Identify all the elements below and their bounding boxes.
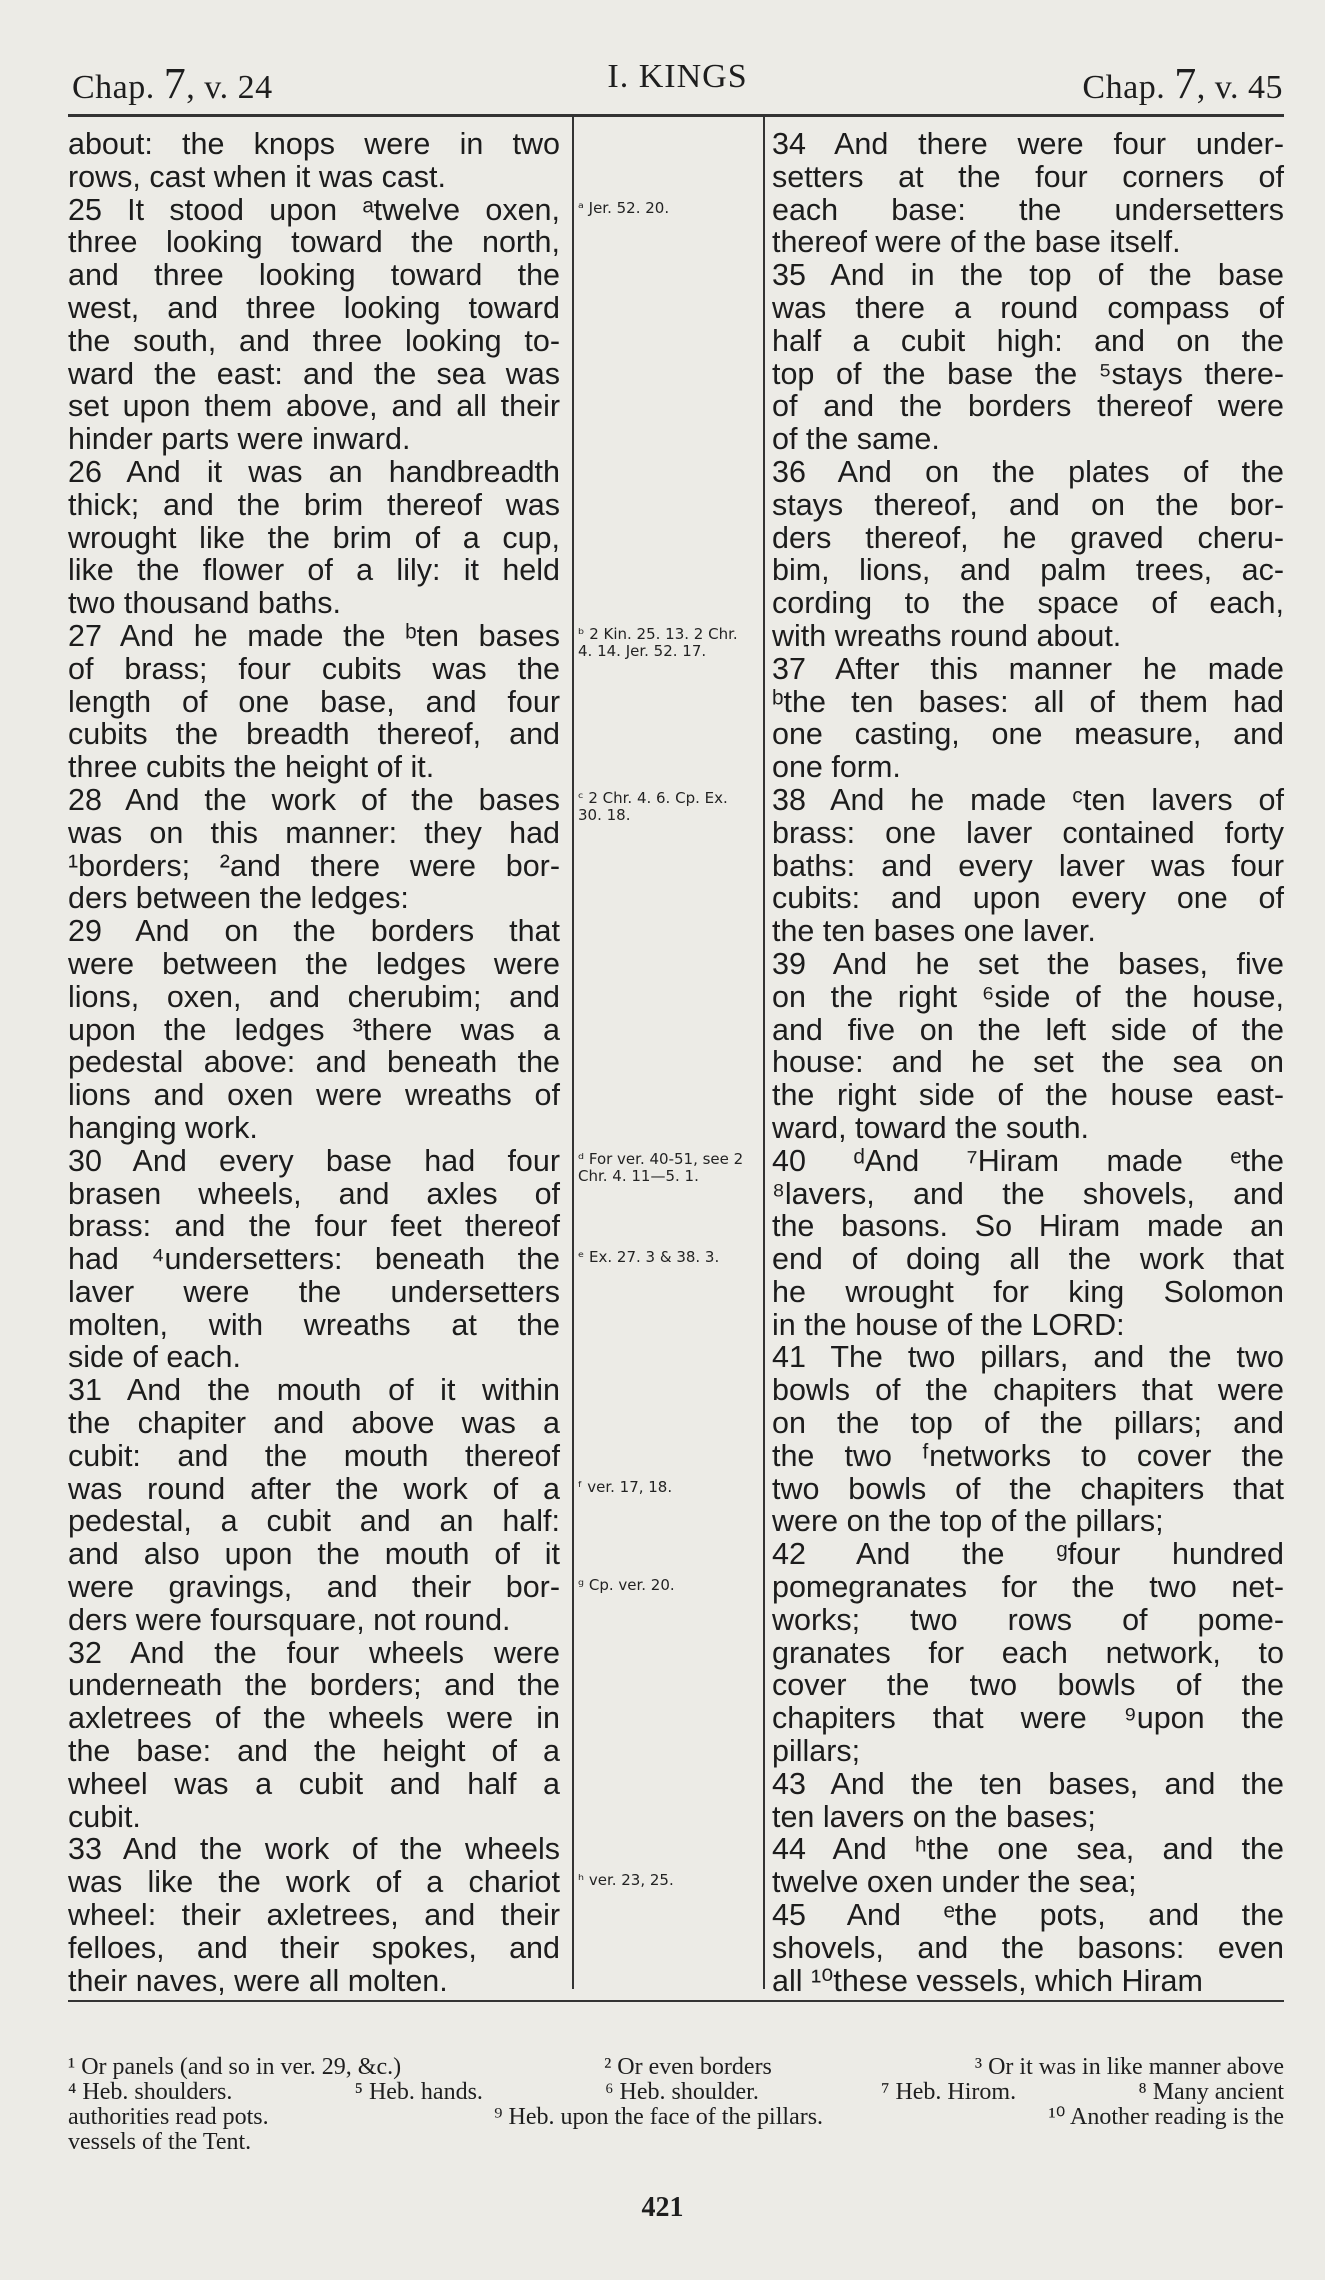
text-line: wrought like the brim of a cup, <box>68 520 560 555</box>
text-line: setters at the four corners of <box>772 159 1284 194</box>
text-line: ten lavers on the bases; <box>772 1799 1096 1834</box>
text-line: 27 And he made the ᵇten bases <box>68 618 560 653</box>
text-line: brass: and the four feet thereof <box>68 1209 560 1244</box>
footnote-rule <box>68 2000 1284 2002</box>
footnote: ⁹ Heb. upon the face of the pillars. <box>494 2104 824 2130</box>
column-rule-left <box>572 117 574 1989</box>
text-line: pillars; <box>772 1734 861 1769</box>
text-line: hanging work. <box>68 1110 258 1145</box>
text-line: axletrees of the wheels were in <box>68 1701 560 1736</box>
text-line: 26 And it was an handbreadth <box>68 454 560 489</box>
text-line: 42 And the ᵍfour hundred <box>772 1537 1284 1572</box>
footnotes <box>68 2055 1284 2155</box>
margin-reference: ᵃ Jer. 52. 20. <box>578 198 670 217</box>
footnote: ⁷ Heb. Hirom. <box>881 2079 1017 2105</box>
footnote: ⁵ Heb. hands. <box>354 2079 483 2105</box>
text-line: cubits: and upon every one of <box>772 881 1284 916</box>
text-line: brass: one laver contained forty <box>772 815 1284 850</box>
footnote-row <box>68 2105 1284 2130</box>
text-line: west, and three looking toward <box>68 290 560 325</box>
text-line: felloes, and their spokes, and <box>68 1930 560 1965</box>
text-line: 35 And in the top of the base <box>772 258 1284 293</box>
text-line: 44 And ʰthe one sea, and the <box>772 1832 1284 1867</box>
text-line: cubit: and the mouth thereof <box>68 1438 560 1473</box>
text-line: the south, and three looking to- <box>68 323 560 358</box>
footnote: ² Or even borders <box>604 2054 772 2080</box>
text-line: set upon them above, and all their <box>68 389 560 424</box>
text-line: he wrought for king Solomon <box>772 1274 1284 1309</box>
text-line: cording to the space of each, <box>772 586 1284 621</box>
book-title: I. KINGS <box>607 58 748 95</box>
margin-reference: ʰ ver. 23, 25. <box>578 1871 674 1890</box>
text-line: top of the base the ⁵stays there- <box>772 356 1284 391</box>
text-line: their naves, were all molten. <box>68 1963 448 1998</box>
footnote: ⁸ Many ancient <box>1138 2079 1284 2105</box>
text-line: like the flower of a lily: it held <box>68 553 560 588</box>
text-line: lions, oxen, and cherubim; and <box>68 979 560 1014</box>
text-line: ward the east: and the sea was <box>68 356 560 391</box>
text-line: were gravings, and their bor- <box>68 1570 560 1605</box>
text-line: was there a round compass of <box>772 290 1284 325</box>
text-line: baths: and every laver was four <box>772 848 1284 883</box>
text-line: had ⁴undersetters: beneath the <box>68 1242 560 1277</box>
margin-reference: ᵍ Cp. ver. 20. <box>578 1576 675 1595</box>
text-line: end of doing all the work that <box>772 1242 1284 1277</box>
footnote: ⁴ Heb. shoulders. <box>68 2079 233 2105</box>
text-line: wheel was a cubit and half a <box>68 1766 560 1801</box>
text-line: ᵇthe ten bases: all of them had <box>772 684 1284 719</box>
text-line: wheel: their axletrees, and their <box>68 1898 560 1933</box>
text-line: all ¹⁰these vessels, which Hiram <box>772 1963 1203 1998</box>
text-line: chapiters that were ⁹upon the <box>772 1701 1284 1736</box>
text-line: bowls of the chapiters that were <box>772 1373 1284 1408</box>
margin-reference: ᵉ Ex. 27. 3 & 38. 3. <box>578 1248 720 1267</box>
text-line: the two ᶠnetworks to cover the <box>772 1438 1284 1473</box>
footnote-row <box>68 2130 1284 2155</box>
text-line: was round after the work of a <box>68 1471 560 1506</box>
text-line: pedestal above: and beneath the <box>68 1045 560 1080</box>
text-line: 29 And on the borders that <box>68 914 560 949</box>
text-line: each base: the undersetters <box>772 192 1284 227</box>
text-line: length of one base, and four <box>68 684 560 719</box>
text-line: twelve oxen under the sea; <box>772 1865 1137 1900</box>
text-line: 33 And the work of the wheels <box>68 1832 560 1867</box>
text-line: and five on the left side of the <box>772 1012 1284 1047</box>
text-line: the right side of the house east- <box>772 1078 1284 1113</box>
text-line: 37 After this manner he made <box>772 651 1284 686</box>
text-line: 25 It stood upon ᵃtwelve oxen, <box>68 192 560 227</box>
text-line: thereof were of the base itself. <box>772 225 1181 260</box>
text-line: 45 And ᵉthe pots, and the <box>772 1898 1284 1933</box>
text-line: the chapiter and above was a <box>68 1406 560 1441</box>
text-line: thick; and the brim thereof was <box>68 487 560 522</box>
text-line: half a cubit high: and on the <box>772 323 1284 358</box>
text-line: ders were foursquare, not round. <box>68 1602 511 1637</box>
text-line: was like the work of a chariot <box>68 1865 560 1900</box>
text-line: of the same. <box>772 422 940 457</box>
text-line: 41 The two pillars, and the two <box>772 1340 1284 1375</box>
text-line: 40 ᵈAnd ⁷Hiram made ᵉthe <box>772 1143 1284 1178</box>
right-text-column <box>772 128 1284 1997</box>
margin-reference: ᶠ ver. 17, 18. <box>578 1477 673 1496</box>
text-line: of and the borders thereof were <box>772 389 1284 424</box>
text-line: about: the knops were in two <box>68 127 560 161</box>
running-header <box>72 58 1283 108</box>
text-line: and three looking toward the <box>68 258 560 293</box>
text-line: were on the top of the pillars; <box>772 1504 1164 1539</box>
text-line: and also upon the mouth of it <box>68 1537 560 1572</box>
footnote: ¹⁰ Another reading is the <box>1048 2104 1284 2130</box>
text-line: ¹borders; ²and there were bor- <box>68 848 560 883</box>
text-line: lions and oxen were wreaths of <box>68 1078 560 1113</box>
text-line: ⁸lavers, and the shovels, and <box>772 1176 1284 1211</box>
text-line: on the right ⁶side of the house, <box>772 979 1284 1014</box>
text-line: 38 And he made ᶜten lavers of <box>772 782 1284 817</box>
text-line: one casting, one measure, and <box>772 717 1284 752</box>
text-line: three looking toward the north, <box>68 225 560 260</box>
text-line: bim, lions, and palm trees, ac- <box>772 553 1284 588</box>
column-rule-right <box>763 117 765 1989</box>
footnote: ³ Or it was in like manner above <box>974 2054 1284 2080</box>
text-line: with wreaths round about. <box>772 618 1122 653</box>
text-line: ward, toward the south. <box>772 1110 1090 1145</box>
text-line: three cubits the height of it. <box>68 750 435 785</box>
left-text-column <box>68 128 560 1997</box>
text-line: brasen wheels, and axles of <box>68 1176 560 1211</box>
text-line: hinder parts were inward. <box>68 422 411 457</box>
footnote: vessels of the Tent. <box>68 2129 252 2155</box>
text-line: side of each. <box>68 1340 241 1375</box>
text-line: on the top of the pillars; and <box>772 1406 1284 1441</box>
text-line: cubit. <box>68 1799 141 1834</box>
text-line: in the house of the LORD: <box>772 1307 1125 1342</box>
text-line: 30 And every base had four <box>68 1143 560 1178</box>
header-right-reference: Chap. 7, v. 45 <box>1082 59 1283 108</box>
text-line: of brass; four cubits was the <box>68 651 560 686</box>
text-line: laver were the undersetters <box>68 1274 560 1309</box>
text-line: ders between the ledges: <box>68 881 409 916</box>
text-line: 36 And on the plates of the <box>772 454 1284 489</box>
margin-reference: ᶜ 2 Chr. 4. 6. Cp. Ex. 30. 18. <box>578 789 728 824</box>
text-line: was on this manner: they had <box>68 815 560 850</box>
text-line: the ten bases one laver. <box>772 914 1096 949</box>
text-line: house: and he set the sea on <box>772 1045 1284 1080</box>
text-line: one form. <box>772 750 901 785</box>
text-line: the base: and the height of a <box>68 1734 560 1769</box>
text-line: 43 And the ten bases, and the <box>772 1766 1284 1801</box>
text-line: upon the ledges ³there was a <box>68 1012 560 1047</box>
header-left-reference: Chap. 7, v. 24 <box>72 59 273 108</box>
footnote-row <box>68 2055 1284 2080</box>
footnote-row <box>68 2080 1284 2105</box>
text-line: 39 And he set the bases, five <box>772 946 1284 981</box>
text-line: cover the two bowls of the <box>772 1668 1284 1703</box>
text-line: pomegranates for the two net- <box>772 1570 1284 1605</box>
text-line: two thousand baths. <box>68 586 341 621</box>
text-line: 34 And there were four under- <box>772 127 1284 161</box>
page-number: 421 <box>641 2192 684 2223</box>
text-line: cubits the breadth thereof, and <box>68 717 560 752</box>
text-line: rows, cast when it was cast. <box>68 159 446 194</box>
header-rule <box>68 114 1284 117</box>
text-line: ders thereof, he graved cheru- <box>772 520 1284 555</box>
text-line: 31 And the mouth of it within <box>68 1373 560 1408</box>
footnote: authorities read pots. <box>68 2104 269 2130</box>
text-line: the basons. So Hiram made an <box>772 1209 1284 1244</box>
text-line: molten, with wreaths at the <box>68 1307 560 1342</box>
footnote: ¹ Or panels (and so in ver. 29, &c.) <box>68 2054 402 2080</box>
text-line: two bowls of the chapiters that <box>772 1471 1284 1506</box>
text-line: stays thereof, and on the bor- <box>772 487 1284 522</box>
text-line: 32 And the four wheels were <box>68 1635 560 1670</box>
text-line: shovels, and the basons: even <box>772 1930 1284 1965</box>
text-line: 28 And the work of the bases <box>68 782 560 817</box>
text-line: granates for each network, to <box>772 1635 1284 1670</box>
margin-reference: ᵇ 2 Kin. 25. 13. 2 Chr. 4. 14. Jer. 52. 17. <box>578 625 738 660</box>
footnote: ⁶ Heb. shoulder. <box>605 2079 759 2105</box>
text-line: works; two rows of pome- <box>772 1602 1284 1637</box>
text-line: were between the ledges were <box>68 946 560 981</box>
text-line: pedestal, a cubit and an half: <box>68 1504 560 1539</box>
margin-reference: ᵈ For ver. 40-51, see 2 Chr. 4. 11—5. 1. <box>578 1149 744 1185</box>
text-line: underneath the borders; and the <box>68 1668 560 1703</box>
